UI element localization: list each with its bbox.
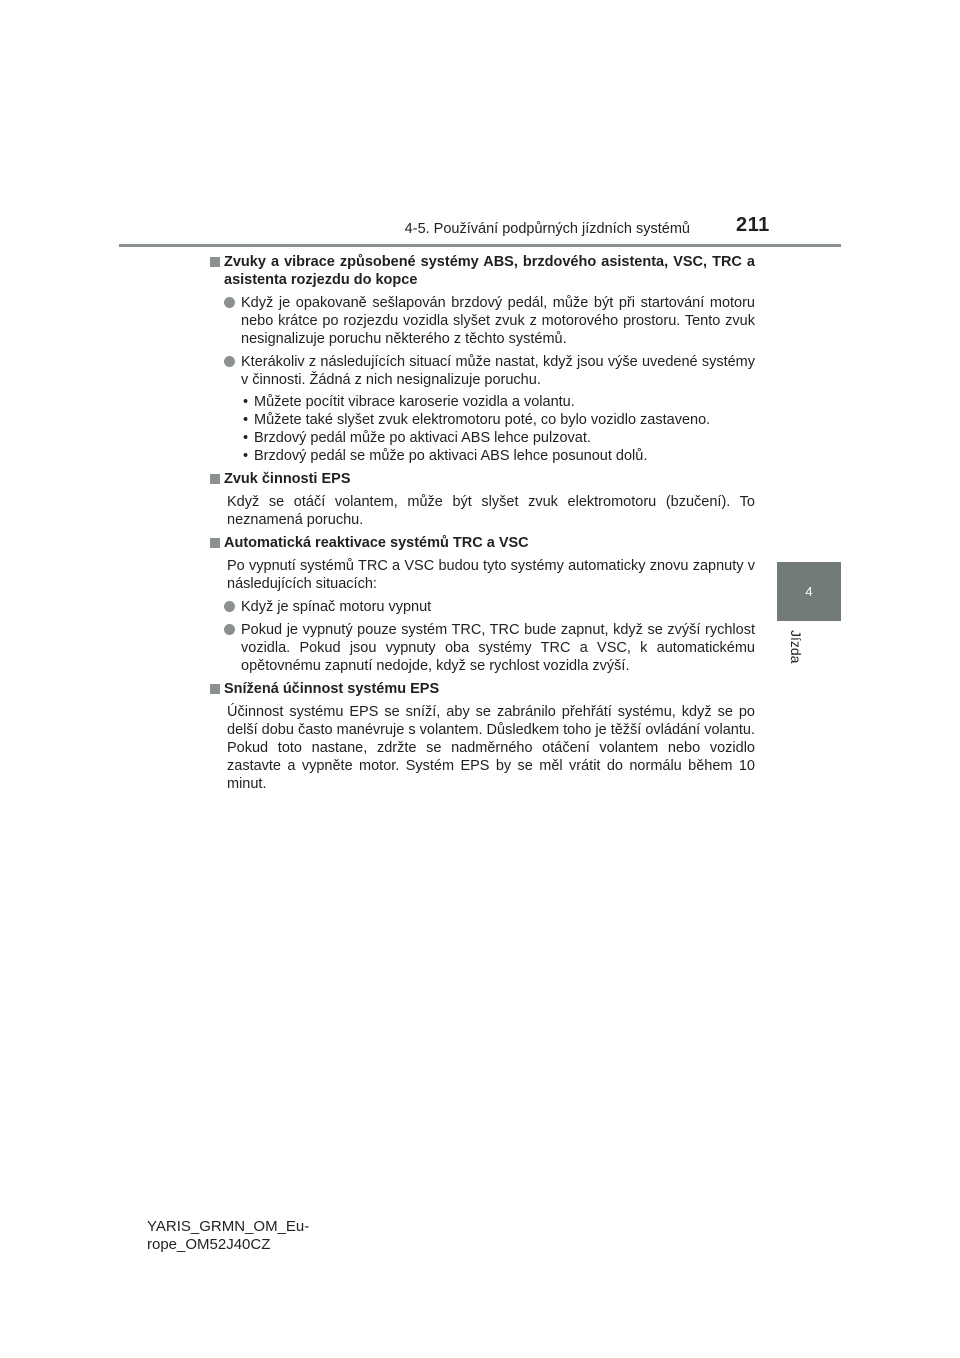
sub-list-item: • Můžete pocítit vibrace karoserie vozidla a volantu. [243,394,575,410]
chapter-title: 4-5. Používání podpůrných jízdních systémů [404,221,690,237]
section-paragraph: Po vypnutí systémů TRC a VSC budou tyto systémy automaticky znovu zapnuty v následujících situacích: [227,558,755,592]
chapter-tab [777,562,841,621]
page-number: 211 [736,214,770,236]
section-heading: Automatická reaktivace systémů TRC a VSC [210,534,755,552]
section-heading: Snížená účinnost systému EPS [210,680,755,698]
header-divider [119,244,841,247]
square-bullet-icon [210,257,220,267]
square-bullet-icon [210,684,220,694]
section-eps-sound [210,470,755,529]
section-paragraph: Když se otáčí volantem, může být slyšet zvuk elektromotoru (bzučení). To neznamená poruchu. [227,494,755,528]
sub-list [210,393,755,465]
section-heading: Zvuk činnosti EPS [210,470,755,488]
circle-bullet-icon [224,356,235,367]
sub-list-item: • Brzdový pedál se může po aktivaci ABS lehce posunout dolů. [243,448,648,464]
list-item: Kterákoliv z následujících situací může nastat, když jsou výše uvedené systémy v činnosti. Žádná z nich nesignalizuje poruchu. [210,353,755,389]
square-bullet-icon [210,538,220,548]
list-item: Když je opakovaně sešlapován brzdový pedál, může být při startování motoru nebo krátce po rozjezdu vozidla slyšet zvuk z motorového prostoru. Tento zvuk nesignalizuje poruchu některého z těchto systémů. [210,294,755,348]
chapter-tab-label: Jízda [788,630,804,664]
sub-list-item: • Brzdový pedál může po aktivaci ABS lehce pulzovat. [243,430,591,446]
section-abs-sounds [210,253,755,465]
circle-bullet-icon [224,624,235,635]
document-code: YARIS_GRMN_OM_Eu- rope_OM52J40CZ [147,1218,310,1253]
section-eps-reduced [210,680,755,793]
page-content [210,253,755,793]
section-trc-vsc-reactivation [210,534,755,675]
circle-bullet-icon [224,297,235,308]
list-item: Když je spínač motoru vypnut [210,598,755,616]
sub-list-item: • Můžete také slyšet zvuk elektromotoru poté, co bylo vozidlo zastaveno. [243,412,711,428]
circle-bullet-icon [224,601,235,612]
list-item: Pokud je vypnutý pouze systém TRC, TRC bude zapnut, když se zvýší rychlost vozidla. Pokud jsou vypnuty oba systémy TRC a VSC, k automatickému opětovnému zapnutí nedojde, když se rychlost vozidla zvýší. [210,621,755,675]
square-bullet-icon [210,474,220,484]
chapter-tab-number: 4 [805,584,813,599]
section-paragraph: Účinnost systému EPS se sníží, aby se zabránilo přehřátí systému, když se po delší dobu často manévruje s volantem. Důsledkem toho je těžší ovládání volantu. Pokud toto nastane, zdržte se nadměrného otáčení volantem nebo vozidlo zastavte a vypněte motor. Systém EPS by se měl vrátit do normálu během 10 minut. [227,704,755,792]
section-heading: Zvuky a vibrace způsobené systémy ABS, brzdového asistenta, VSC, TRC a asistenta rozjezdu do kopce [210,253,755,289]
